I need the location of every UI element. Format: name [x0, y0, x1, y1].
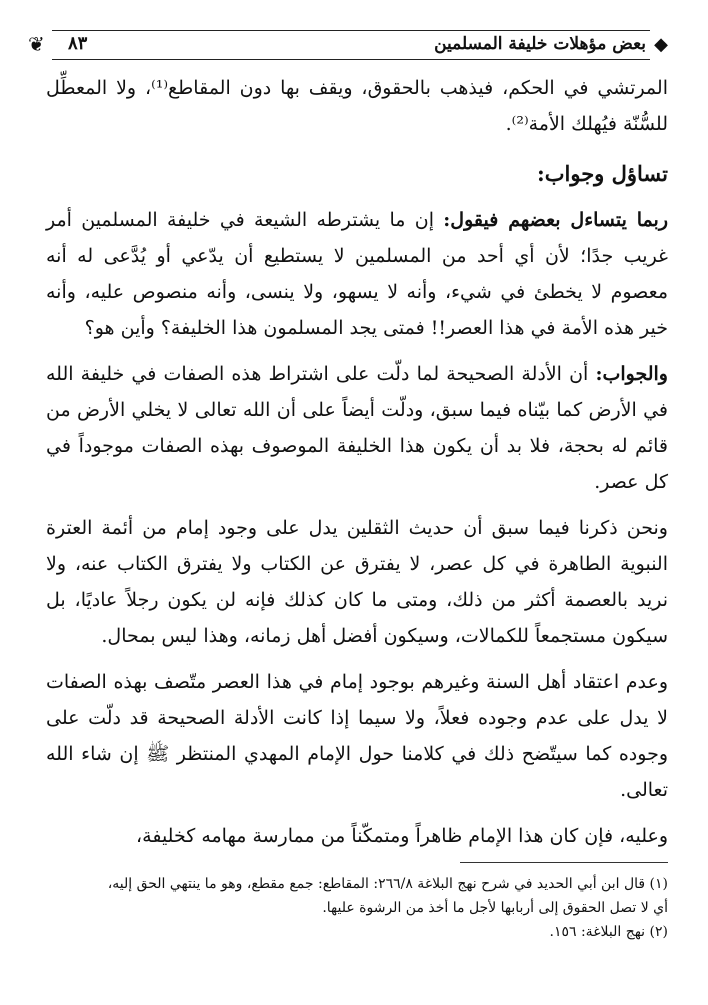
diamond-icon: ◆ — [654, 34, 668, 55]
paragraph-answer — [46, 356, 668, 500]
paragraph-5: وعدم اعتقاد أهل السنة وغيرهم بوجود إمام في هذا العصر متّصف بهذه الصفات لا يدل على عدم وجوده فعلاً، ولا سيما إذا كانت الأدلة الصحيحة قد دلّت على وجوده كما سيتّضح ذلك في كلامنا حول الإمام المهدي المنتظر ﷺ إن شاء الله تعالى. — [46, 671, 668, 801]
answer-lead: والجواب: — [595, 363, 668, 385]
question-text: إن ما يشترطه الشيعة في خليفة المسلمين أمر غريب جدًا؛ لأن أي أحد من المسلمين لا يستطيع أن يدّعي أو يُدَّعى له أنه معصوم لا يخطئ في شيء، وأنه لا يسهو، ولا ينسى، وأنه منصوص عليه، وأنه خير هذه الأمة في هذا العصر!! فمتى يجد المسلمون هذا الخليفة؟ وأين هو؟ — [46, 209, 668, 339]
paragraph-question — [46, 202, 668, 346]
running-header — [28, 30, 670, 60]
footnote-separator — [460, 862, 668, 863]
ornament-icon: ❦ — [28, 32, 45, 56]
running-title: بعض مؤهلات خليفة المسلمين — [434, 34, 646, 54]
paragraph-6: وعليه، فإن كان هذا الإمام ظاهراً ومتمكّناً من ممارسة مهامه كخليفة، — [136, 825, 668, 847]
paragraph-1: المرتشي في الحكم، فيذهب بالحقوق، ويقف بها دون المقاطع⁽¹⁾، ولا المعطِّل للسُّنّة فيُهلك الأمة⁽²⁾. — [46, 77, 668, 135]
footnote-1-line-2: أي لا تصل الحقوق إلى أربابها لأجل ما أخذ من الرشوة عليها. — [322, 900, 668, 916]
section-heading: تساؤل وجواب: — [536, 161, 668, 186]
main-text — [46, 70, 668, 864]
paragraph-4: ونحن ذكرنا فيما سبق أن حديث الثقلين يدل على وجود إمام من أئمة العترة النبوية الطاهرة في كل عصر، لا يفترق عن الكتاب ولا يفترق الكتاب عنه، ولا نريد بالعصمة أكثر من ذلك، ومتى ما كان كذلك فإنه لن يكون رجلاً عاديًا، بل سيكون مستجمعاً للكمالات، وسيكون أفضل أهل زمانه، وهذا ليس بمحال. — [46, 517, 668, 647]
page-number: ٨٣ — [68, 33, 88, 54]
question-lead: ربما يتساءل بعضهم فيقول: — [443, 209, 669, 231]
footnote-1-line-1: (١) قال ابن أبي الحديد في شرح نهج البلاغة ٢٦٦/٨: المقاطع: جمع مقطع، وهو ما ينتهي الحق إليه، — [107, 876, 668, 892]
footnotes — [46, 872, 668, 944]
footnote-2: (٢) نهج البلاغة: ١٥٦. — [549, 924, 668, 940]
answer-text: أن الأدلة الصحيحة لما دلّت على اشتراط هذه الصفات في خليفة الله في الأرض كما بيّناه فيما سبق، ودلّت أيضاً على أن الله تعالى لا يخلي الأرض من قائم له بحجة، فلا بد أن يكون هذا الخليفة الموصوف بهذه الصفات موجوداً في كل عصر. — [46, 363, 668, 493]
